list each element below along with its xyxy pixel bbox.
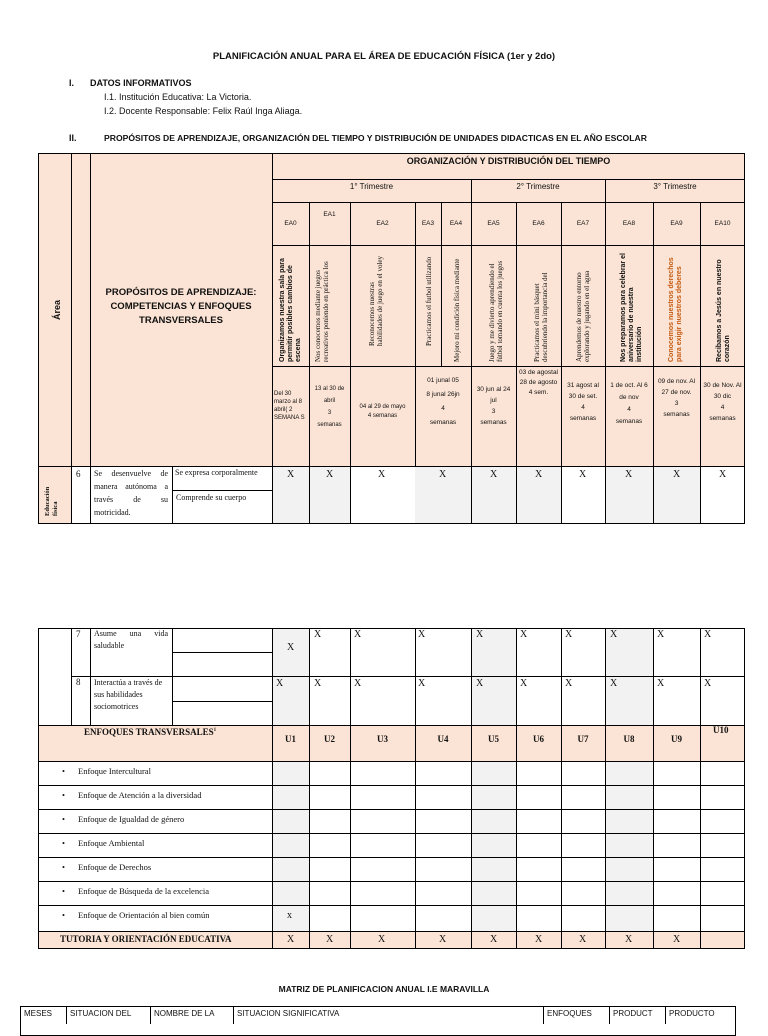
unit-code-u3: U3 [377, 734, 388, 744]
unit-ea9: EA9 [670, 220, 683, 227]
enfoque-intercultural: • Enfoque Intercultural [78, 766, 151, 776]
unit-ea0: EA0 [284, 220, 297, 227]
tutoria-label: TUTORIA Y ORIENTACIÓN EDUCATIVA [60, 934, 232, 944]
matrix-col-enfoques: ENFOQUES [547, 1009, 592, 1018]
row8-mark-u7: X [565, 678, 573, 689]
tutoria-mark-u8: X [625, 934, 633, 945]
row6-mark-u5: X [490, 469, 498, 480]
trimester-1: 1° Trimestre [349, 181, 394, 191]
row8-mark-u10: X [704, 678, 712, 689]
matrix-col-product: PRODUCT [613, 1009, 653, 1018]
row7-mark-u3: X [354, 629, 362, 640]
row8-mark-u4: X [418, 678, 426, 689]
unit-code-u9: U9 [671, 734, 682, 744]
date-ea7: 31 agost al 30 de set. 4 semanas [567, 382, 599, 422]
date-ea8: 1 de oct. Al 6 de nov 4 semanas [610, 382, 648, 425]
enfoque-excelencia: • Enfoque de Búsqueda de la excelencia [78, 886, 209, 896]
unit-title-0: Organizamos nuestra sala para permitir posibles cambios de escena [279, 258, 302, 362]
page-title: PLANIFICACIÓN ANUAL PARA EL ÁREA DE EDUCACIÓN FÍSICA (1er y 2do) [212, 51, 556, 62]
row8-mark-u8: X [610, 678, 618, 689]
matrix-col-nombre: NOMBRE DE LA [154, 1009, 215, 1018]
tutoria-mark-u9: X [673, 934, 681, 945]
row7-mark-u7: X [565, 629, 573, 640]
section1-numeral: I. [69, 78, 75, 88]
row7-number: 7 [76, 629, 81, 639]
row7-mark-u6: X [520, 629, 528, 640]
unit-code-u7: U7 [577, 734, 589, 744]
enfoque-diversidad: • Enfoque de Atención a la diversidad [78, 790, 201, 800]
section2-numeral: II. [69, 133, 77, 143]
unit-code-u6: U6 [533, 734, 544, 744]
unit-code-u5: U5 [488, 734, 499, 744]
date-ea2: 04 al 29 de mayo 4 semanas [359, 404, 406, 419]
row8-competency: Interactúa a través de sus habilidades sociomotrices [94, 678, 163, 711]
unit-ea1: EA1 [323, 211, 336, 218]
row8-mark-u9: X [657, 678, 665, 689]
date-ea0: Del 30 marzo al 8 abril( 2 SEMANA S [274, 391, 305, 421]
unit-title-6: Practicamos el mini básquet descubriendo la importancia del [533, 272, 549, 362]
row7-mark-u1: X [287, 642, 295, 653]
unit-code-u1: U1 [285, 734, 296, 744]
unit-title-7: Aprendemos de nuestro entorno explorando y jugando en el agua [575, 270, 591, 362]
unit-title-5: Juego y me divierto aprendiendo el fútbol tomando en cuenta los juegos [488, 260, 504, 362]
date-ea3: 01 junal 05 8 junal 26jn 4 semanas [426, 377, 460, 426]
row6-mark-u6: X [535, 469, 543, 480]
unit-ea4: EA4 [449, 220, 463, 227]
row8-mark-u5: X [476, 678, 484, 689]
row7-competency: Asume una vida saludable [94, 629, 168, 650]
row7-mark-u2: X [314, 629, 322, 640]
tutoria-mark-u7: X [579, 934, 587, 945]
row8-mark-u3: X [354, 678, 362, 689]
unit-ea3: EA3 [421, 220, 435, 227]
row6-area: Educación física [44, 486, 59, 516]
enfoques-header: ENFOQUES TRANSVERSALES [84, 727, 214, 737]
teacher-line: I.2. Docente Responsable: Felix Raúl Inga Aliaga. [104, 106, 303, 116]
unit-code-u10: U10 [713, 725, 729, 735]
matrix-col-situacion-del: SITUACION DEL [70, 1009, 132, 1018]
date-ea10: 30 de Nov. Al 30 dic 4 semanas [703, 382, 742, 422]
enfoque-derechos: • Enfoque de Derechos [78, 862, 151, 872]
unit-title-1: Nos conocemos mediante juegos recreativos poniendo en práctica los [314, 261, 330, 362]
unit-title-4: Mejoro mi condición física mediante [453, 258, 461, 362]
row8-mark-u2: X [314, 678, 322, 689]
org-header: ORGANIZACIÓN Y DISTRIBUCIÓN DEL TIEMPO [406, 155, 611, 166]
row6-mark-u9: X [673, 469, 681, 480]
row6-mark-u2: X [326, 469, 334, 480]
bien-comun-mark-u1: x [287, 910, 292, 921]
unit-title-2: Reconocemos nuestras habilidades de juego en el voley [368, 256, 384, 346]
institution-line: I.1. Institución Educativa: La Victoria. [104, 92, 252, 102]
row6-mark-u3: X [378, 469, 386, 480]
date-ea9: 09 de nov. Al 27 de nov. 3 semanas [657, 378, 696, 418]
row6-competency: Se desenvuelve de manera autónoma a través de su motricidad. [94, 469, 168, 517]
enfoque-bien-comun: • Enfoque de Orientación al bien común [78, 910, 209, 920]
row6-capacity-1: Se expresa corporalmente [175, 468, 258, 477]
unit-code-u4: U4 [437, 734, 449, 744]
unit-ea6: EA6 [532, 220, 545, 227]
unit-title-3: Practicamos el futbol utilizando [425, 256, 433, 346]
enfoque-genero: • Enfoque de Igualdad de género [78, 814, 184, 824]
row8-number: 8 [76, 677, 81, 687]
unit-title-9: Conocemos nuestros derechos para exigir nuestros deberes [668, 257, 683, 362]
section1-heading: DATOS INFORMATIVOS [90, 78, 192, 88]
tutoria-mark-u5: X [490, 934, 498, 945]
unit-ea10: EA10 [714, 220, 731, 227]
tutoria-mark-u6: X [535, 934, 543, 945]
matrix-col-situacion-significativa: SITUACION SIGNIFICATIVA [237, 1009, 340, 1018]
unit-ea7: EA7 [576, 220, 590, 227]
trimester-2: 2° Trimestre [516, 181, 560, 191]
unit-title-8: Nos preparamos para celebrar el aniversario de nuestra institución [620, 253, 643, 362]
row6-mark-u8: X [625, 469, 633, 480]
purposes-header: PROPÓSITOS DE APRENDIZAJE: COMPETENCIAS Y ENFOQUES TRANSVERSALES [105, 287, 257, 326]
date-ea1: 13 al 30 de abril 3 semanas [314, 386, 345, 428]
section2-heading: PROPÓSITOS DE APRENDIZAJE, ORGANIZACIÓN DEL TIEMPO Y DISTRIBUCIÓN DE UNIDADES DIDACTICAS EN EL AÑO ESCOLAR [104, 133, 647, 143]
enfoque-ambiental: • Enfoque Ambiental [78, 838, 144, 848]
area-label: Área [52, 299, 62, 320]
unit-code-u2: U2 [324, 734, 335, 744]
row6-mark-u1: X [287, 469, 295, 480]
matrix-col-meses: MESES [24, 1009, 53, 1018]
row6-mark-u10: X [719, 469, 727, 480]
row6-mark-u7: X [579, 469, 587, 480]
date-ea5: 30 jun al 24 jul 3 semanas [476, 386, 511, 426]
row7-mark-u10: X [704, 629, 712, 640]
row7-mark-u8: X [610, 629, 618, 640]
row7-mark-u4: X [418, 629, 426, 640]
tutoria-mark-u3: X [378, 934, 386, 945]
row7-mark-u9: X [657, 629, 665, 640]
tutoria-mark-u1: X [287, 934, 295, 945]
row6-number: 6 [76, 469, 81, 479]
row7-mark-u5: X [476, 629, 484, 640]
matrix-title: MATRIZ DE PLANIFICACION ANUAL I.E MARAVILLA [278, 984, 490, 994]
unit-code-u8: U8 [623, 734, 635, 744]
unit-ea5: EA5 [487, 220, 500, 227]
tutoria-mark-u2: X [326, 934, 334, 945]
date-ea6: 03 de agostal 28 de agosto 4 sem. [518, 369, 559, 396]
trimester-3: 3° Trimestre [653, 181, 697, 191]
row8-mark-u6: X [520, 678, 528, 689]
unit-title-10: Recibamos a Jesús en nuestro corazón [716, 259, 731, 362]
tutoria-mark-u4: X [439, 934, 447, 945]
matrix-col-producto: PRODUCTO [669, 1009, 715, 1018]
unit-ea2: EA2 [376, 220, 389, 227]
unit-ea8: EA8 [622, 220, 636, 227]
footnote-mark: 1 [213, 728, 217, 733]
row6-mark-u4: X [439, 469, 447, 480]
row6-capacity-2: Comprende su cuerpo [176, 493, 247, 502]
row8-mark-u1: X [276, 678, 284, 689]
